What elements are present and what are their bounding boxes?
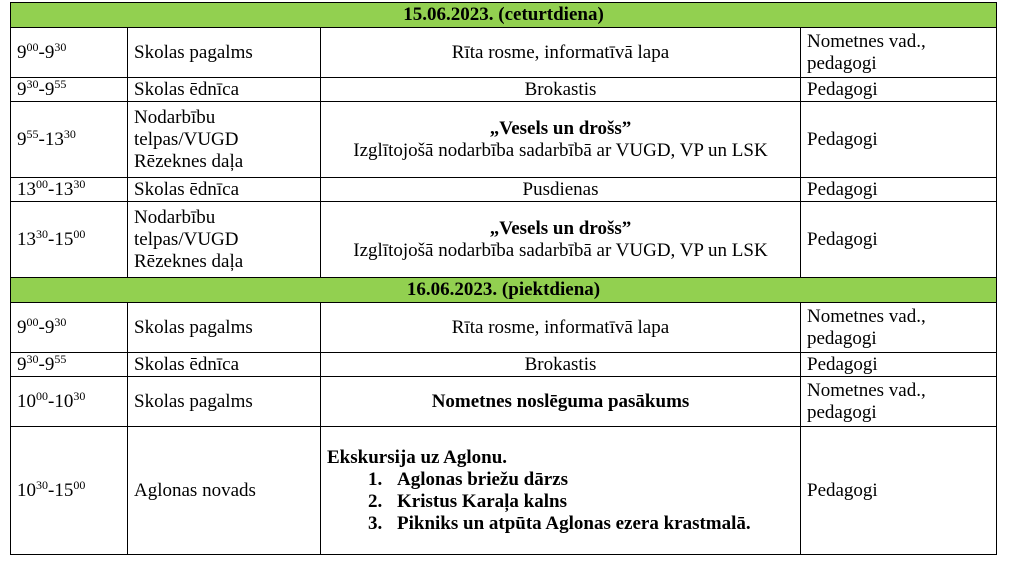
time-cell: [11, 178, 128, 202]
activity-text: Brokastis: [524, 353, 597, 375]
day-header-row: [11, 278, 997, 303]
time-start-minutes: 30: [36, 477, 48, 492]
responsible-cell: Nometnes vad., pedagogi: [801, 303, 997, 353]
time-end-minutes: 30: [54, 314, 67, 329]
place-cell: Skolas pagalms: [128, 28, 321, 78]
activity-text: Izglītojošā nodarbība sadarbībā ar VUGD, VP un LSK: [353, 139, 768, 161]
time-end-minutes: 00: [73, 226, 86, 241]
time-end-minutes: 55: [54, 352, 67, 366]
time-end-hour: 15: [54, 228, 74, 250]
day-header-row: [11, 3, 997, 28]
time-dash: -: [48, 228, 55, 250]
activity-cell: [321, 303, 801, 353]
excursion-activity-cell: [321, 427, 801, 555]
time-cell: [11, 28, 128, 78]
time-end-hour: 15: [54, 479, 74, 501]
time-end-minutes: 30: [73, 177, 86, 191]
time-end-hour: 13: [44, 128, 64, 150]
time-end-hour: 10: [54, 390, 74, 412]
time-dash: -: [48, 479, 55, 501]
schedule-row: [11, 178, 997, 202]
responsible-cell: Pedagogi: [801, 202, 997, 278]
time-dash: -: [38, 316, 45, 338]
schedule-row: [11, 353, 997, 377]
time-dash: -: [38, 128, 45, 150]
schedule-row: [11, 28, 997, 78]
responsible-cell: Nometnes vad., pedagogi: [801, 28, 997, 78]
time-cell: [11, 78, 128, 102]
schedule-row: [11, 78, 997, 102]
schedule-row: [11, 303, 997, 353]
place-cell: Skolas pagalms: [128, 377, 321, 427]
time-end-hour: 9: [44, 41, 55, 63]
time-cell: [11, 303, 128, 353]
time-start-hour: 10: [17, 479, 36, 501]
time-dash: -: [48, 178, 55, 200]
time-start-minutes: 55: [26, 126, 39, 141]
schedule-row: [11, 102, 997, 178]
responsible-cell: Nometnes vad., pedagogi: [801, 377, 997, 427]
time-dash: -: [48, 390, 55, 412]
activity-cell: [321, 102, 801, 178]
activity-cell: [321, 178, 801, 202]
excursion-list-item: 1. Aglonas briežu dārzs: [387, 469, 794, 491]
time-end-hour: 9: [44, 78, 55, 100]
time-start-minutes: 30: [26, 77, 39, 91]
activity-cell: [321, 202, 801, 278]
time-cell: [11, 377, 128, 427]
place-cell: Aglonas novads: [128, 427, 321, 555]
time-end-hour: 9: [44, 316, 55, 338]
excursion-list: [327, 469, 794, 535]
activity-cell: [321, 353, 801, 377]
responsible-cell: Pedagogi: [801, 78, 997, 102]
time-start-hour: 9: [17, 316, 27, 338]
time-start-minutes: 30: [26, 352, 39, 366]
time-start-hour: 10: [17, 390, 36, 412]
time-dash: -: [38, 353, 45, 375]
time-cell: [11, 353, 128, 377]
time-end-minutes: 30: [54, 39, 67, 54]
schedule-row: [11, 202, 997, 278]
place-cell: Skolas ēdnīca: [128, 353, 321, 377]
time-end-minutes: 55: [54, 77, 67, 91]
day-title: 15.06.2023. (ceturtdiena): [11, 3, 997, 28]
time-start-hour: 9: [17, 128, 27, 150]
time-start-hour: 9: [17, 41, 27, 63]
schedule-body: [11, 3, 997, 555]
activity-cell: [321, 377, 801, 427]
activity-text: Rīta rosme, informatīvā lapa: [451, 316, 670, 338]
time-end-minutes: 30: [73, 388, 86, 403]
time-dash: -: [38, 78, 45, 100]
schedule-table: [10, 2, 997, 555]
time-end-minutes: 00: [73, 477, 86, 492]
place-cell: Skolas pagalms: [128, 303, 321, 353]
responsible-cell: Pedagogi: [801, 427, 997, 555]
responsible-cell: Pedagogi: [801, 178, 997, 202]
activity-title: Nometnes noslēguma pasākums: [431, 390, 690, 412]
time-start-minutes: 00: [36, 177, 48, 191]
time-start-minutes: 00: [36, 388, 48, 403]
activity-text: Izglītojošā nodarbība sadarbībā ar VUGD, VP un LSK: [353, 239, 768, 261]
time-end-hour: 13: [54, 178, 74, 200]
time-start-hour: 13: [17, 178, 36, 200]
excursion-title: Ekskursija uz Aglonu.: [327, 446, 508, 468]
responsible-cell: Pedagogi: [801, 353, 997, 377]
time-cell: [11, 102, 128, 178]
time-end-minutes: 30: [63, 126, 76, 141]
place-cell: Nodarbību telpas/VUGD Rēzeknes daļa: [128, 102, 321, 178]
activity-cell: [321, 78, 801, 102]
time-start-minutes: 00: [26, 39, 39, 54]
place-cell: Skolas ēdnīca: [128, 78, 321, 102]
activity-title: „Vesels un drošs”: [489, 217, 632, 239]
time-end-hour: 9: [44, 353, 55, 375]
time-cell: [11, 202, 128, 278]
activity-text: Pusdienas: [522, 178, 599, 200]
time-start-minutes: 30: [36, 226, 48, 241]
time-dash: -: [38, 41, 45, 63]
activity-cell: [321, 28, 801, 78]
excursion-row: [11, 427, 997, 555]
responsible-cell: Pedagogi: [801, 102, 997, 178]
excursion-list-item: 2. Kristus Karaļa kalns: [387, 491, 794, 513]
activity-title: „Vesels un drošs”: [489, 117, 632, 139]
time-start-hour: 9: [17, 78, 27, 100]
schedule-row: [11, 377, 997, 427]
day-title: 16.06.2023. (piektdiena): [11, 278, 997, 303]
activity-text: Rīta rosme, informatīvā lapa: [451, 41, 670, 63]
time-cell: [11, 427, 128, 555]
time-start-hour: 9: [17, 353, 27, 375]
time-start-minutes: 00: [26, 314, 39, 329]
place-cell: Nodarbību telpas/VUGD Rēzeknes daļa: [128, 202, 321, 278]
excursion-list-item: 3. Pikniks un atpūta Aglonas ezera krastmalā.: [387, 513, 794, 535]
activity-text: Brokastis: [524, 78, 597, 100]
place-cell: Skolas ēdnīca: [128, 178, 321, 202]
time-start-hour: 13: [17, 228, 36, 250]
